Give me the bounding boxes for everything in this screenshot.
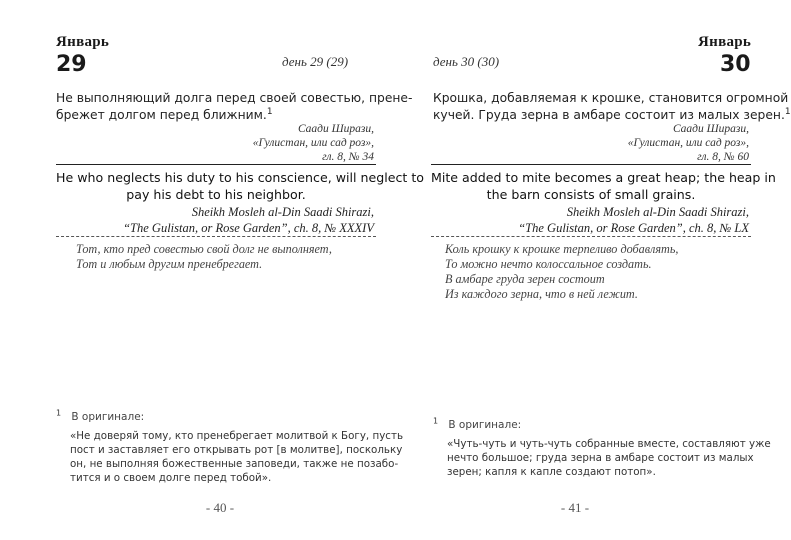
day-reference: день 30 (30) xyxy=(433,54,500,69)
ru-quote-line: Крошка, добавляемая к крошке, становится огромной xyxy=(433,91,789,105)
footnote-number: 1 xyxy=(56,408,62,418)
footnote-line: зерен; капля к капле создают потоп». xyxy=(447,466,656,478)
dashed-divider xyxy=(431,236,751,237)
ru-attribution xyxy=(150,122,374,164)
en-quote-line: Mite added to mite becomes a great heap; the heap in xyxy=(431,170,776,185)
attribution-line: «Гулистан, или сад роз», xyxy=(627,137,749,149)
footnote-line: «Чуть-чуть и чуть-чуть собранные вместе, составляют уже xyxy=(447,438,771,450)
en-attribution-line: “The Gulistan, or Rose Garden”, ch. 8, № LX xyxy=(518,221,749,235)
en-attribution-line: “The Gulistan, or Rose Garden”, ch. 8, № XXXIV xyxy=(123,221,374,235)
day-number: 29 xyxy=(56,52,87,77)
en-attribution-line: Sheikh Mosleh al-Din Saadi Shirazi, xyxy=(191,205,374,219)
ru-quote-line: брежет долгом перед ближним. xyxy=(56,108,267,122)
poem-line: Из каждого зерна, что в ней лежит. xyxy=(445,287,638,301)
en-attribution-line: Sheikh Mosleh al-Din Saadi Shirazi, xyxy=(566,205,749,219)
footnote-label: В оригинале: xyxy=(448,419,522,431)
footnote-line: «Не доверяй тому, кто пренебрегает молитвой к Богу, пусть xyxy=(70,430,404,442)
divider xyxy=(56,164,376,165)
ru-attribution xyxy=(525,122,749,164)
attribution-line: «Гулистан, или сад роз», xyxy=(252,137,374,149)
footnote-marker: 1 xyxy=(784,106,791,117)
poem xyxy=(76,242,376,272)
ru-quote xyxy=(433,90,791,124)
attribution-line: Саади Ширази, xyxy=(672,123,749,135)
page-number: - 41 - xyxy=(560,500,590,515)
dashed-divider xyxy=(56,236,376,237)
poem xyxy=(445,242,745,302)
en-attribution xyxy=(100,204,374,236)
en-quote xyxy=(431,169,776,203)
day-number: 30 xyxy=(720,52,751,77)
footnote xyxy=(56,408,404,485)
en-quote-line: pay his debt to his neighbor. xyxy=(126,187,306,202)
ru-quote-line: кучей. Груда зерна в амбаре состоит из малых зерен. xyxy=(433,108,785,122)
divider xyxy=(431,164,751,165)
footnote-marker: 1 xyxy=(266,106,273,117)
en-quote-line: He who neglects his duty to his conscience, will neglect to xyxy=(56,170,424,185)
en-attribution xyxy=(475,204,749,236)
right-page xyxy=(395,0,790,540)
attribution-line: Саади Ширази, xyxy=(297,123,374,135)
footnote-number: 1 xyxy=(433,416,439,426)
footnote-line: пост и заставляет его открывать рот [в молитве], поскольку xyxy=(70,444,403,456)
poem-line: Тот, кто пред совестью свой долг не выполняет, xyxy=(76,242,332,256)
page-number: - 40 - xyxy=(205,500,235,515)
poem-line: Тот и любым другим пренебрегает. xyxy=(76,257,263,271)
month-header: Январь xyxy=(698,34,752,50)
poem-line: В амбаре груда зерен состоит xyxy=(445,272,605,286)
attribution-line: гл. 8, № 34 xyxy=(322,151,374,163)
footnote-line: тится и о своем долге перед тобой». xyxy=(70,472,272,484)
attribution-line: гл. 8, № 60 xyxy=(697,151,749,163)
footnote xyxy=(433,416,771,479)
day-reference: день 29 (29) xyxy=(282,54,349,69)
footnote-line: нечто большое; груда зерна в амбаре состоит из малых xyxy=(447,452,754,464)
poem-line: Коль крошку к крошке терпеливо добавлять, xyxy=(445,242,679,256)
ru-quote-line: Не выполняющий долга перед своей совестью, прене- xyxy=(56,91,413,105)
month-header: Январь xyxy=(56,34,110,50)
en-quote xyxy=(56,169,424,203)
footnote-line: он, не выполняя божественные заповеди, также не позабо- xyxy=(70,458,399,470)
en-quote-line: the barn consists of small grains. xyxy=(486,187,696,202)
poem-line: То можно нечто колоссальное создать. xyxy=(445,257,652,271)
footnote-label: В оригинале: xyxy=(71,411,145,423)
ru-quote xyxy=(56,90,413,124)
